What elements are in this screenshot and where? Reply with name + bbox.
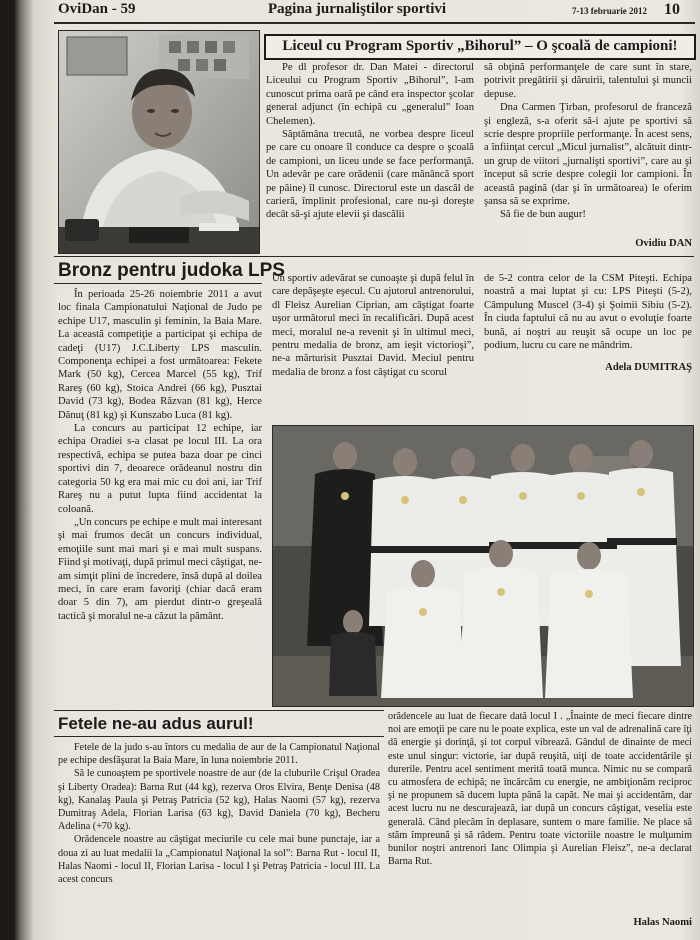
- article2-col1: [58, 288, 262, 623]
- article2-title-underline: [54, 283, 262, 284]
- judo-team-photo: [272, 425, 694, 707]
- article3-paragraph: orădencele au luat de fiecare dată locul I . „Înainte de meci fiecare dintre noi are emoţii pe care nu le poate explica, este un val de adrenalină care îţi dă energie şi dorinţă, şi tot corpul vibrează. Gândul de dinainte de meci este unul singur: victorie, iar după reuşită, uiţi de toate accidentările şi durerile. Pentru acel sentiment merită toată munca. Nimic nu se compară cu atmosfera de echipă; ne încărcăm cu energie, ne ambiţionăm reciproc şi ne propunem să ducem lupta până la capăt. Ne mai şi accidentăm, dar acest lucru nu ne descurajează, iar după un concurs câştigat, veselia este generală. Când plecăm în deplasare, suntem o mare familie. Ne place să stăm împreună şi să râdem. Pentru toate victoriile noastre le mulţumim bunilor noştri antrenori Ianc Olimpia şi Aurelian Fleisz”, ne-a declarat Barna Rut.: [388, 711, 692, 868]
- article3-rule: [54, 710, 384, 711]
- article1-paragraph: Pe dl profesor dr. Dan Matei - directorul Liceului cu Program Sportiv „Bihorul”, l-am cunoscut prima oară pe când era inspector şcolar general adjunct (în echipă cu „generalul” Ioan Chelemen).: [266, 62, 474, 127]
- director-photo: [58, 30, 260, 254]
- article1-col1: [266, 61, 474, 222]
- article2-col2: [272, 272, 474, 379]
- header-center: Pagina jurnaliştilor sportivi: [268, 1, 447, 17]
- article3-title-underline: [54, 736, 384, 737]
- article2-paragraph: Un sportiv adevărat se cunoaşte şi după felul în care depăşeşte eşecul. Cu ajutorul antrenorului, dl Fleisz Aurelian Ciprian, am câştigat foarte uşor următorul meci în recalificări. După acest meci, moralul ne-a revenit şi în ultimul meci, pentru medalia de bronz, am ieşit victorioşi”, ne-a mărturisit Pusztai David. Meciul pentru medalia de bronz a fost câştigat cu scorul: [272, 273, 474, 378]
- article2-rule: [54, 256, 694, 257]
- article1-signature: Ovidiu DAN: [635, 238, 692, 249]
- article3-signature: Halas Naomi: [633, 917, 692, 928]
- article1-paragraph: Dna Carmen Ţirban, profesorul de franceză şi engleză, s-a oferit să-i ajute pe sportivi să scrie despre propriile performanţe. În acest sens, a înfiinţat cercul „Micul jurnalist”, alcătuit dintr-un grup de viitori „jurnalişti sportivi”, care au şi început să scrie despre colegii lor campioni. În această pagină (dar şi în următoarea) le oferim şansa să se exprime.: [484, 102, 692, 208]
- article2-paragraph: de 5-2 contra celor de la CSM Piteşti. Echipa noastră a mai luptat şi cu: LPS Piteşti (5-2), Câmpulung Muscel (3-4) şi Şoimii Sibiu (5-2). În ciuda faptului că nu au avut o evoluţie foarte bună, ai noştri au reuşit să ocupe un loc pe podium, lucru cu care ne mândrim.: [484, 273, 692, 352]
- article3-col1: [58, 741, 380, 886]
- header-date: 7-13 februarie 2012: [572, 6, 647, 16]
- article1-paragraph: Să fie de bun augur!: [500, 209, 586, 221]
- article1-title: Liceul cu Program Sportiv „Bihorul” – O şcoală de campioni!: [264, 34, 696, 60]
- article3-col2: [388, 710, 692, 868]
- article1-paragraph: Săptămâna trecută, ne vorbea despre liceul pe care cu onoare îl conduce ca despre o şcoală de campioni, un liceu unde se face performanţă. Un adevăr pe care orădenii (care mănâncă sport pe pâine) îl cunosc. Directorul este un dascăl de carieră, împlinit profesional, care nu-şi doreşte decât să-şi ajute elevii şi dascălii: [266, 129, 474, 221]
- article3-paragraph: Fetele de la judo s-au întors cu medalia de aur de la Campionatul Naţional pe echipe desfăşurat la Baia Mare, în luna noiembrie 2011.: [58, 742, 380, 767]
- article1-col2: [484, 61, 692, 222]
- article2-paragraph: La concurs au participat 12 echipe, iar echipa Oradiei s-a clasat pe locul III. La ora respectivă, echipa se putea baza doar pe cinci sportivi din 7, deoarece orădeanul nostru din categoria 50 kg era mai mic cu doi ani, iar Trif Rareş nu a putut lupta fiind accidentat la coloană.: [58, 423, 262, 515]
- article2-paragraph: „Un concurs pe echipe e mult mai interesant şi mai frumos decât un concurs individual, emoţiile sunt mai mari şi e mai mult suspans. Fiind şi motivaţi, după primul meci câştigat, ne-am simţit plini de încredere, însă după al doilea meci, în care eram favoriţi (chiar dacă eram doar 5 din 7), am pierdut dintr-o greşeală tactică şi moralul ne-a căzut la pământ.: [58, 516, 262, 622]
- article3-title: Fetele ne-au adus aurul!: [58, 714, 254, 733]
- header-left: OviDan - 59: [58, 1, 136, 17]
- article1-paragraph: să obţină performanţele de care sunt în stare, potrivit pregătirii şi dăruirii, talentului şi muncii depuse.: [484, 62, 692, 100]
- article3-paragraph: Să le cunoaştem pe sportivele noastre de aur (de la cluburile Crişul Oradea şi Liberty Oradea): Barna Rut (44 kg), rezerva Oros Elvira, Benţe Denisa (48 kg), Kanalaş Paula şi Petraş Patricia (52 kg), Halas Naomi (57 kg), rezerva Dumitraş Adela, Florian Larisa (63 kg), David Daniela (70 kg), Becheru Adelina (+70 kg).: [58, 768, 380, 833]
- article2-signature: Adela DUMITRAŞ: [605, 362, 692, 373]
- article2-paragraph: În perioada 25-26 noiembrie 2011 a avut loc finala Campionatului Naţional de Judo pe echipe U17, masculin şi feminin, la Baia Mare. La această competiţie a participat şi echipa de cadeţi (U17) J.C.Liberty LPS masculin. Componenţa echipei a fost următoarea: Fekete Mark (50 kg), Cercea Marcel (55 kg), Trif Rareş (60 kg), Stoica Andrei (66 kg), Pusztai David (73 kg), Bodea Răzvan (81 kg), Herce Dănuţ (81 kg) şi Kunszabo Luca (81 kg).: [58, 289, 262, 421]
- article2-col3: [484, 272, 692, 352]
- article2-title: Bronz pentru judoka LPS: [58, 260, 285, 281]
- header-page-number: 10: [664, 1, 680, 18]
- article3-paragraph: Orădencele noastre au câştigat meciurile cu cele mai bune punctaje, iar a doua zi au luat medalii la „Campionatul Naţional la sol”: Barna Rut - locul II, Halas Naomi - locul II, Florian Larisa - locul I şi Petraş Patricia - locul III. La acest concurs: [58, 834, 380, 886]
- header-rule: [54, 22, 695, 24]
